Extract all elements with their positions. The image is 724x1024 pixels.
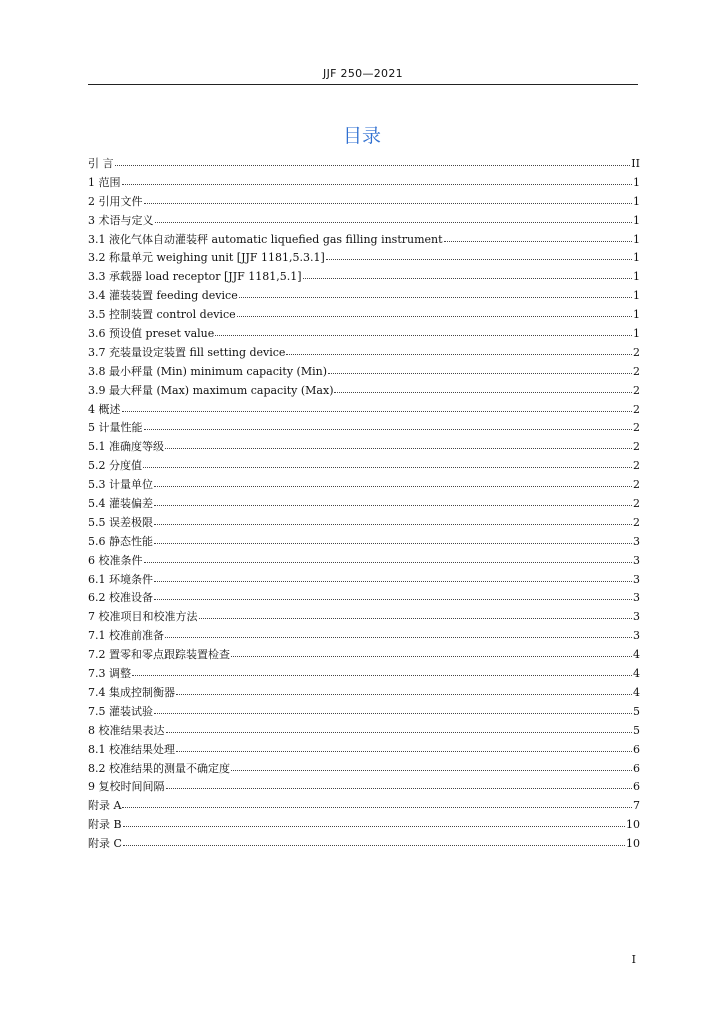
- toc-entry-page: 3: [633, 610, 640, 624]
- toc-entry[interactable]: [88, 363, 640, 382]
- toc-entry-title: 5.5 误差极限: [88, 515, 153, 529]
- toc-entry-page: 2: [633, 345, 640, 359]
- toc-leader-dots: [143, 459, 632, 469]
- toc-entry[interactable]: [88, 797, 640, 816]
- toc-entry-title: 8 校准结果表达: [88, 723, 165, 737]
- toc-leader-dots: [123, 818, 625, 828]
- toc-entry-page: 1: [633, 213, 640, 227]
- toc-entry-title: 4 概述: [88, 402, 121, 416]
- toc-entry-page: 6: [633, 780, 640, 794]
- toc-entry-page: 3: [633, 553, 640, 567]
- toc-entry[interactable]: [88, 495, 640, 514]
- toc-entry-page: 2: [633, 440, 640, 454]
- toc-leader-dots: [144, 421, 633, 431]
- toc-entry-page: 1: [633, 175, 640, 189]
- toc-entry[interactable]: [88, 816, 640, 835]
- toc-leader-dots: [122, 799, 632, 809]
- toc-leader-dots: [165, 440, 632, 450]
- document-code: JJF 250—2021: [323, 67, 403, 80]
- toc-entry[interactable]: [88, 325, 640, 344]
- toc-leader-dots: [122, 403, 633, 413]
- toc-leader-dots: [328, 365, 632, 375]
- toc-entry-page: 5: [633, 723, 640, 737]
- toc-leader-dots: [326, 251, 632, 261]
- toc-entry-page: 4: [633, 667, 640, 681]
- toc-entry[interactable]: [88, 608, 640, 627]
- toc-entry-title: 7.2 置零和零点跟踪装置检查: [88, 648, 230, 662]
- toc-entry-page: 2: [633, 383, 640, 397]
- toc-entry-title: 5 计量性能: [88, 421, 143, 435]
- toc-entry[interactable]: [88, 231, 640, 250]
- toc-leader-dots: [166, 724, 633, 734]
- toc-entry-title: 5.1 准确度等级: [88, 440, 164, 454]
- toc-entry[interactable]: [88, 401, 640, 420]
- toc-entry-title: 7.5 灌装试验: [88, 704, 153, 718]
- toc-entry-title: 9 复校时间间隔: [88, 780, 165, 794]
- toc-entry-page: II: [631, 157, 640, 170]
- toc-entry-title: 附录 A: [88, 799, 122, 813]
- toc-leader-dots: [154, 478, 632, 488]
- toc-leader-dots: [115, 157, 631, 167]
- toc-entry-title: 2 引用文件: [88, 194, 143, 208]
- toc-leader-dots: [176, 743, 632, 753]
- toc-entry-page: 10: [626, 818, 640, 832]
- toc-entry[interactable]: [88, 438, 640, 457]
- toc-title: 目录: [342, 125, 381, 147]
- toc-entry-page: 1: [633, 232, 640, 246]
- toc-leader-dots: [144, 195, 633, 205]
- toc-entry-page: 4: [633, 648, 640, 662]
- toc-entry-page: 1: [633, 270, 640, 284]
- toc-entry-title: 3.4 灌装装置 feeding device: [88, 289, 238, 303]
- toc-entry-page: 2: [633, 402, 640, 416]
- toc-entry-title: 5.6 静态性能: [88, 534, 153, 548]
- toc-entry-title: 3.9 最大秤量 (Max) maximum capacity (Max): [88, 383, 334, 397]
- toc-entry-page: 2: [633, 515, 640, 529]
- toc-entry-title: 3.2 称量单元 weighing unit [JJF 1181,5.3.1]: [88, 251, 325, 265]
- toc-entry-title: 3.8 最小秤量 (Min) minimum capacity (Min): [88, 364, 328, 378]
- toc-leader-dots: [166, 780, 633, 790]
- toc-entry-page: 2: [633, 459, 640, 473]
- toc-entry-title: 7 校准项目和校准方法: [88, 610, 198, 624]
- page-header: [88, 66, 638, 85]
- toc-entry-page: 1: [633, 251, 640, 265]
- toc-entry[interactable]: [88, 419, 640, 438]
- toc-entry-page: 1: [633, 289, 640, 303]
- toc-leader-dots: [239, 289, 632, 299]
- toc-entry-page: 4: [633, 685, 640, 699]
- toc-leader-dots: [286, 346, 632, 356]
- toc-entry-page: 1: [633, 327, 640, 341]
- toc-entry-title: 3.6 预设值 preset value: [88, 327, 215, 341]
- toc-entry-title: 引 言: [88, 157, 114, 170]
- toc-entry-page: 3: [633, 591, 640, 605]
- toc-leader-dots: [176, 686, 632, 696]
- toc-entry-page: 2: [633, 421, 640, 435]
- toc-leader-dots: [123, 837, 625, 847]
- toc-entry[interactable]: [88, 552, 640, 571]
- toc-leader-dots: [154, 497, 632, 507]
- toc-leader-dots: [165, 629, 632, 639]
- toc-entry[interactable]: [88, 268, 640, 287]
- toc-entry-title: 3.3 承载器 load receptor [JJF 1181,5.1]: [88, 270, 302, 284]
- toc-entry-title: 1 范围: [88, 175, 121, 189]
- toc-leader-dots: [154, 573, 632, 583]
- toc-entry[interactable]: [88, 155, 640, 174]
- toc-entry-title: 7.3 调整: [88, 667, 131, 681]
- toc-entry[interactable]: [88, 627, 640, 646]
- toc-entry-page: 6: [633, 761, 640, 775]
- toc-entry-page: 6: [633, 742, 640, 756]
- toc-entry-title: 3 术语与定义: [88, 213, 154, 227]
- toc-leader-dots: [154, 591, 632, 601]
- toc-entry[interactable]: [88, 174, 640, 193]
- toc-leader-dots: [122, 176, 633, 186]
- toc-entry[interactable]: [88, 306, 640, 325]
- toc-entry[interactable]: [88, 722, 640, 741]
- toc-leader-dots: [154, 705, 632, 715]
- toc-entry[interactable]: [88, 193, 640, 212]
- toc-entry-title: 3.7 充装量设定装置 fill setting device: [88, 345, 286, 359]
- table-of-contents: [88, 155, 640, 854]
- toc-leader-dots: [444, 233, 632, 243]
- toc-entry[interactable]: [88, 249, 640, 268]
- toc-entry-title: 6.1 环境条件: [88, 572, 153, 586]
- toc-leader-dots: [144, 554, 633, 564]
- toc-entry[interactable]: [88, 514, 640, 533]
- toc-entry-page: 3: [633, 629, 640, 643]
- toc-entry-page: 7: [633, 799, 640, 813]
- toc-entry[interactable]: [88, 589, 640, 608]
- toc-entry[interactable]: [88, 665, 640, 684]
- toc-entry-title: 6.2 校准设备: [88, 591, 153, 605]
- toc-entry-title: 附录 B: [88, 818, 122, 832]
- toc-leader-dots: [199, 610, 633, 620]
- toc-entry[interactable]: [88, 741, 640, 760]
- toc-entry[interactable]: [88, 760, 640, 779]
- toc-entry-title: 8.1 校准结果处理: [88, 742, 175, 756]
- toc-entry[interactable]: [88, 457, 640, 476]
- toc-entry-page: 1: [633, 308, 640, 322]
- toc-leader-dots: [231, 648, 632, 658]
- page-number: I: [631, 953, 636, 966]
- toc-entry-page: 2: [633, 364, 640, 378]
- toc-entry[interactable]: [88, 344, 640, 363]
- toc-entry[interactable]: [88, 287, 640, 306]
- toc-leader-dots: [237, 308, 632, 318]
- toc-entry-title: 7.4 集成控制衡器: [88, 685, 175, 699]
- toc-entry-page: 5: [633, 704, 640, 718]
- toc-entry-page: 1: [633, 194, 640, 208]
- toc-entry[interactable]: [88, 684, 640, 703]
- toc-entry[interactable]: [88, 476, 640, 495]
- toc-leader-dots: [334, 384, 632, 394]
- toc-leader-dots: [132, 667, 632, 677]
- toc-entry[interactable]: [88, 646, 640, 665]
- toc-leader-dots: [154, 516, 632, 526]
- toc-entry-page: 10: [626, 837, 640, 851]
- toc-entry[interactable]: [88, 778, 640, 797]
- toc-entry-title: 5.4 灌装偏差: [88, 497, 153, 511]
- toc-leader-dots: [303, 270, 632, 280]
- toc-entry-title: 附录 C: [88, 837, 122, 851]
- toc-leader-dots: [215, 327, 632, 337]
- toc-entry-title: 7.1 校准前准备: [88, 629, 164, 643]
- toc-entry-title: 5.2 分度值: [88, 459, 142, 473]
- toc-leader-dots: [231, 762, 632, 772]
- toc-entry-title: 6 校准条件: [88, 553, 143, 567]
- toc-entry-page: 2: [633, 497, 640, 511]
- toc-entry[interactable]: [88, 533, 640, 552]
- toc-entry-page: 3: [633, 572, 640, 586]
- toc-entry-page: 2: [633, 478, 640, 492]
- toc-entry-title: 3.5 控制装置 control device: [88, 308, 236, 322]
- toc-entry-title: 3.1 液化气体自动灌装秤 automatic liquefied gas filling instrument: [88, 232, 443, 246]
- toc-leader-dots: [154, 535, 632, 545]
- toc-entry[interactable]: [88, 212, 640, 231]
- toc-entry-page: 3: [633, 534, 640, 548]
- toc-entry-title: 5.3 计量单位: [88, 478, 153, 492]
- toc-entry[interactable]: [88, 382, 640, 401]
- toc-leader-dots: [155, 214, 633, 224]
- toc-entry[interactable]: [88, 835, 640, 854]
- toc-entry-title: 8.2 校准结果的测量不确定度: [88, 761, 230, 775]
- toc-entry[interactable]: [88, 703, 640, 722]
- toc-entry[interactable]: [88, 571, 640, 590]
